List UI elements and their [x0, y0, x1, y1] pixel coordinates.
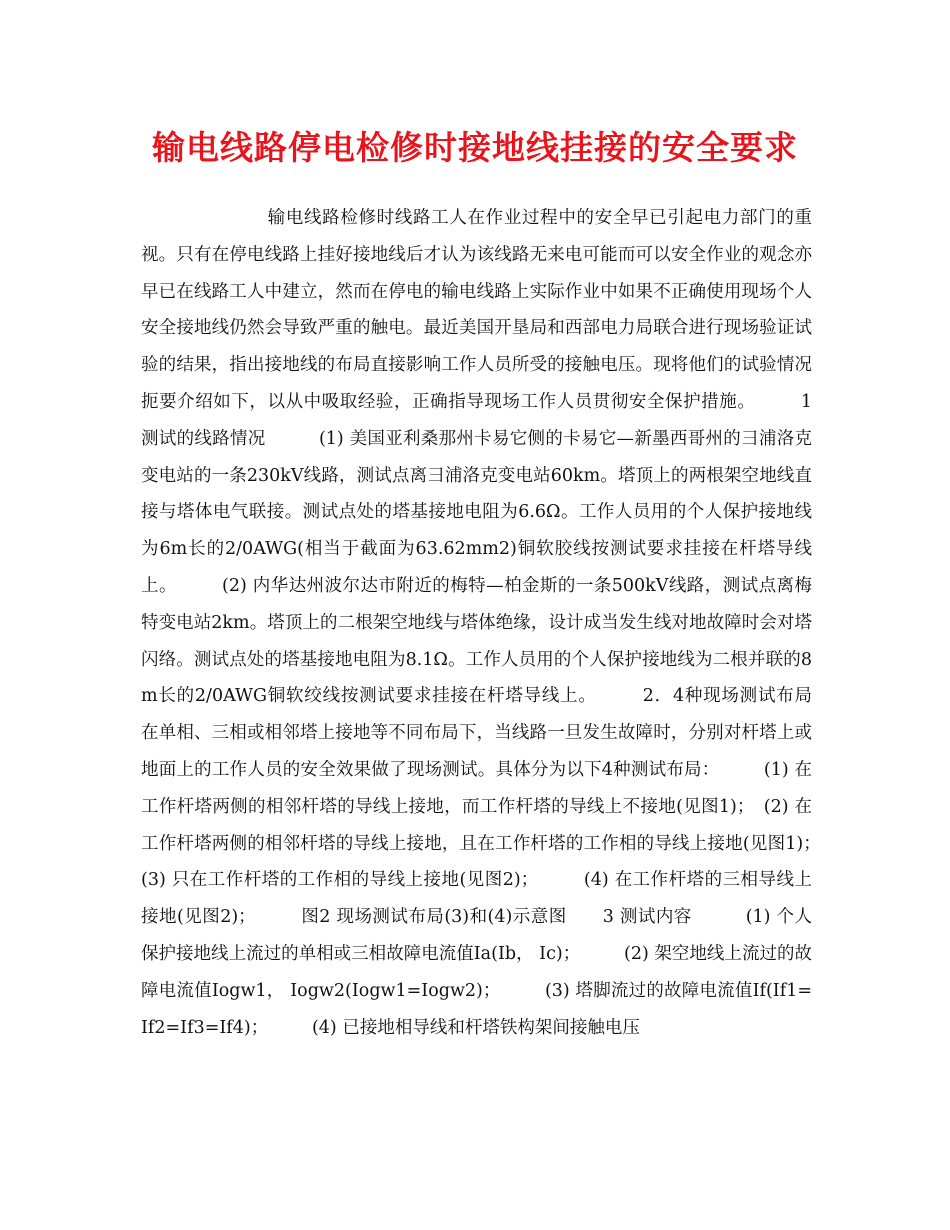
document-body: [141, 200, 900, 1046]
body-text: 输电线路检修时线路工人在作业过程中的安全早已引起电力部门的重视。只有在停电线路上挂好接地线后才认为该线路无来电可能而可以安全作业的观念亦早已在线路工人中建立，然而在停电的输电线路上实际作业中如果不正确使用现场个人安全接地线仍然会导致严重的触电。最近美国开垦局和西部电力局联合进行现场验证试验的结果，指出接地线的布局直接影响工作人员所受的接触电压。现将他们的试验情况扼要介绍如下，以从中吸取经验，正确指导现场工作人员贯彻安全保护措施。 1 测试的线路情况 (1) 美国亚利桑那州卡易它侧的卡易它—新墨西哥州的彐浦洛克变电站的一条230kV线路，测试点离彐浦洛克变电站60km。塔顶上的两根架空地线直接与塔体电气联接。测试点处的塔基接地电阻为6.6Ω。工作人员用的个人保护接地线为6m长的2/0AWG(相当于截面为63.62mm2)铜软胶线按测试要求挂接在杆塔导线上。 (2) 内华达州波尔达市附近的梅特—柏金斯的一条500kV线路，测试点离梅特变电站2km。塔顶上的二根架空地线与塔体绝缘，设计成当发生线对地故障时会对塔闪络。测试点处的塔基接地电阻为8.1Ω。工作人员用的个人保护接地线为二根并联的8m长的2/0AWG铜软绞线按测试要求挂接在杆塔导线上。 2．4种现场测试布局 在单相、三相或相邻塔上接地等不同布局下，当线路一旦发生故障时，分别对杆塔上或地面上的工作人员的安全效果做了现场测试。具体分为以下4种测试布局： (1) 在工作杆塔两侧的相邻杆塔的导线上接地，而工作杆塔的导线上不接地(见图1)； (2) 在工作杆塔两侧的相邻杆塔的导线上接地，且在工作杆塔的工作相的导线上接地(见图1)； (3) 只在工作杆塔的工作相的导线上接地(见图2)； (4) 在工作杆塔的三相导线上接地(见图2)； 图2 现场测试布局(3)和(4)示意图 3 测试内容 (1) 个人保护接地线上流过的单相或三相故障电流值Ia(Ib， Ic)； (2) 架空地线上流过的故障电流值Iogw1， Iogw2(Iogw1=Iogw2)； (3) 塔脚流过的故障电流值If(If1=If2=If3=If4)； (4) 已接地相导线和杆塔铁构架间接触电压: [141, 208, 900, 1038]
document-title: 输电线路停电检修时接地线挂接的安全要求: [152, 128, 798, 167]
